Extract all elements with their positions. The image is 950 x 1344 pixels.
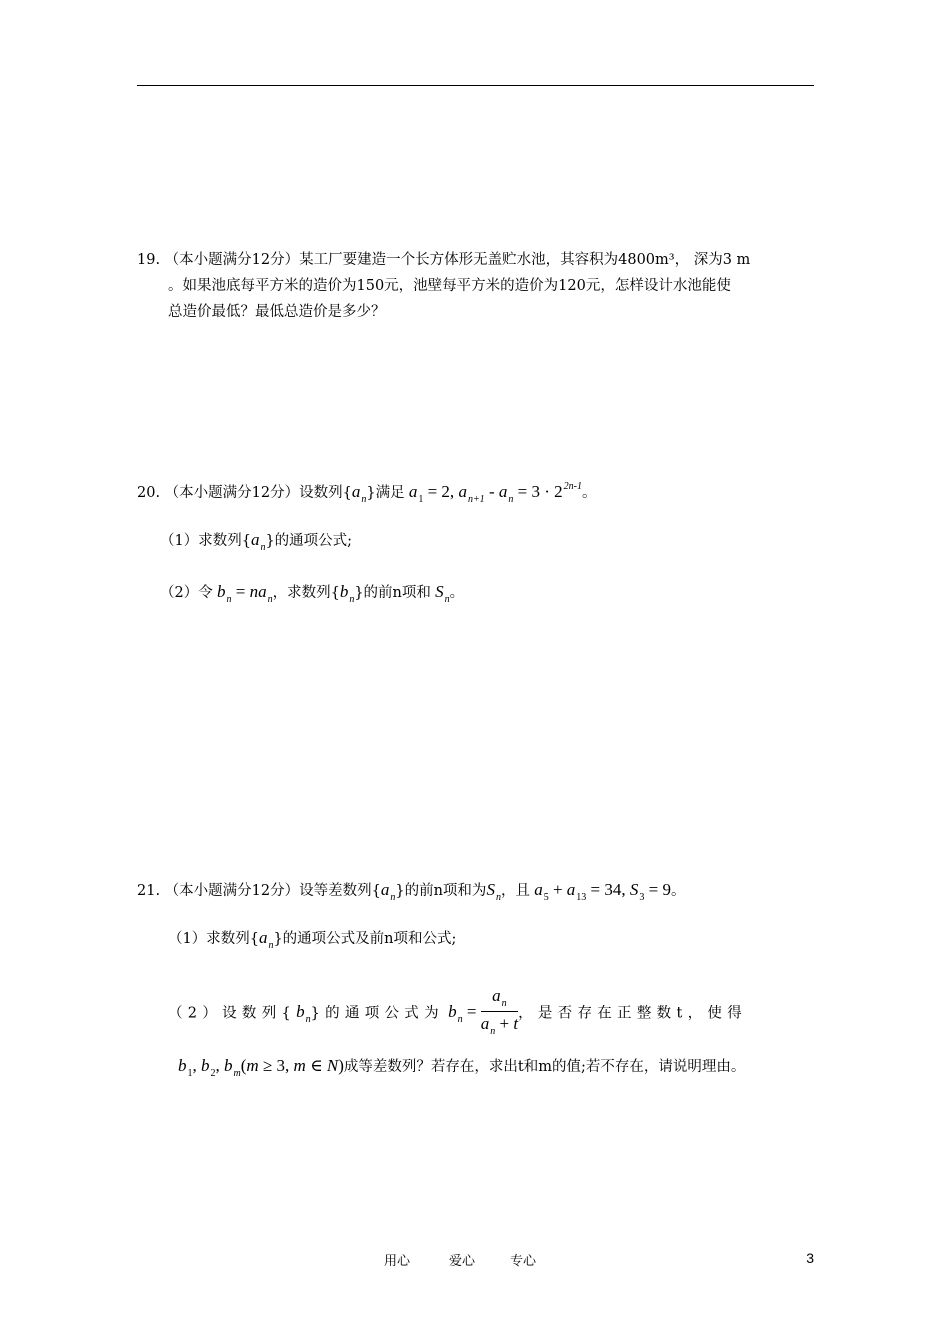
footer-item-1: 用心 [384,1254,411,1269]
q20-part-2: （2）令 $b_n = na_n$，求数列$\{b_n\}$的前n项和 $S_n$。 [160,582,465,605]
q20-intro: 20. （本小题满分12分）设数列$\{a_n\}$满足 $a_1 = 2$, $a_{n+1} - a_n = 3 \cdot 2^{2n-1}$。 [137,481,597,505]
header-rule [137,85,814,86]
q21-intro: 21. （本小题满分12分）设等差数列$\{a_n\}$的前n项和为$S_n$，且 $a_5 + a_{13} = 34$, $S_3 = 9$。 [137,880,686,903]
q19-line-1: 19. （本小题满分12分）某工厂要建造一个长方体形无盖贮水池，其容积为4800m³， 深为3 m [137,252,751,268]
q20-part-1: （1）求数列$\{a_n\}$的通项公式; [160,530,353,553]
footer-item-2: 爱心 [449,1254,476,1269]
math-condition: $a_5 + a_{13} = 34$, $S_3 = 9$ [529,880,671,903]
math-b-n: $b_n$ [296,1002,311,1026]
q21-part-2-line-2: $b_1$, $b_2$, $b_m(m \ge 3$, m ∈ N)成等差数列？若存在，求出t和m的值;若不存在，请说明理由。 [178,1056,746,1079]
math-b-n: $b_n$ [339,582,355,605]
math-b-sequence: $b_1$, $b_2$, $b_m(m \ge 3$, m ∈ N) [178,1056,344,1079]
math-recurrence: $a_1 = 2$, $a_{n+1} - a_n = 3 \cdot 2^{2n-1}$ [404,481,582,505]
math-a-n: $a_n$ [258,928,274,951]
math-b-n-fraction: $b_n$ = $\frac{a_n}{a_n + t}$ [443,986,519,1037]
q21-part-2: （2）设数列$\{b_n\}$的通项公式为 $b_n$ = $\frac{a_n}{a_n + t}$ ，是否存在正整数t，使得 [168,986,747,1037]
math-a-n: $a_n$ [250,530,266,553]
math-a-n: $a_n$ [351,482,367,505]
math-s-n: $S_n$ [486,880,501,903]
footer-item-3: 专心 [510,1254,537,1269]
math-s-n: $S_n$ [430,582,450,605]
math-a-n: $a_n$ [380,880,396,903]
q19-line-3: 总造价最低？最低总造价是多少？ [168,304,386,320]
page-number: 3 [806,1250,814,1266]
q19-line-2: 。如果池底每平方米的造价为150元，池壁每平方米的造价为120元，怎样设计水池能使 [168,278,731,294]
q21-part-1: （1）求数列$\{a_n\}$的通项公式及前n项和公式; [168,928,457,951]
math-b-n-def: $b_n = na_n$ [212,582,273,605]
